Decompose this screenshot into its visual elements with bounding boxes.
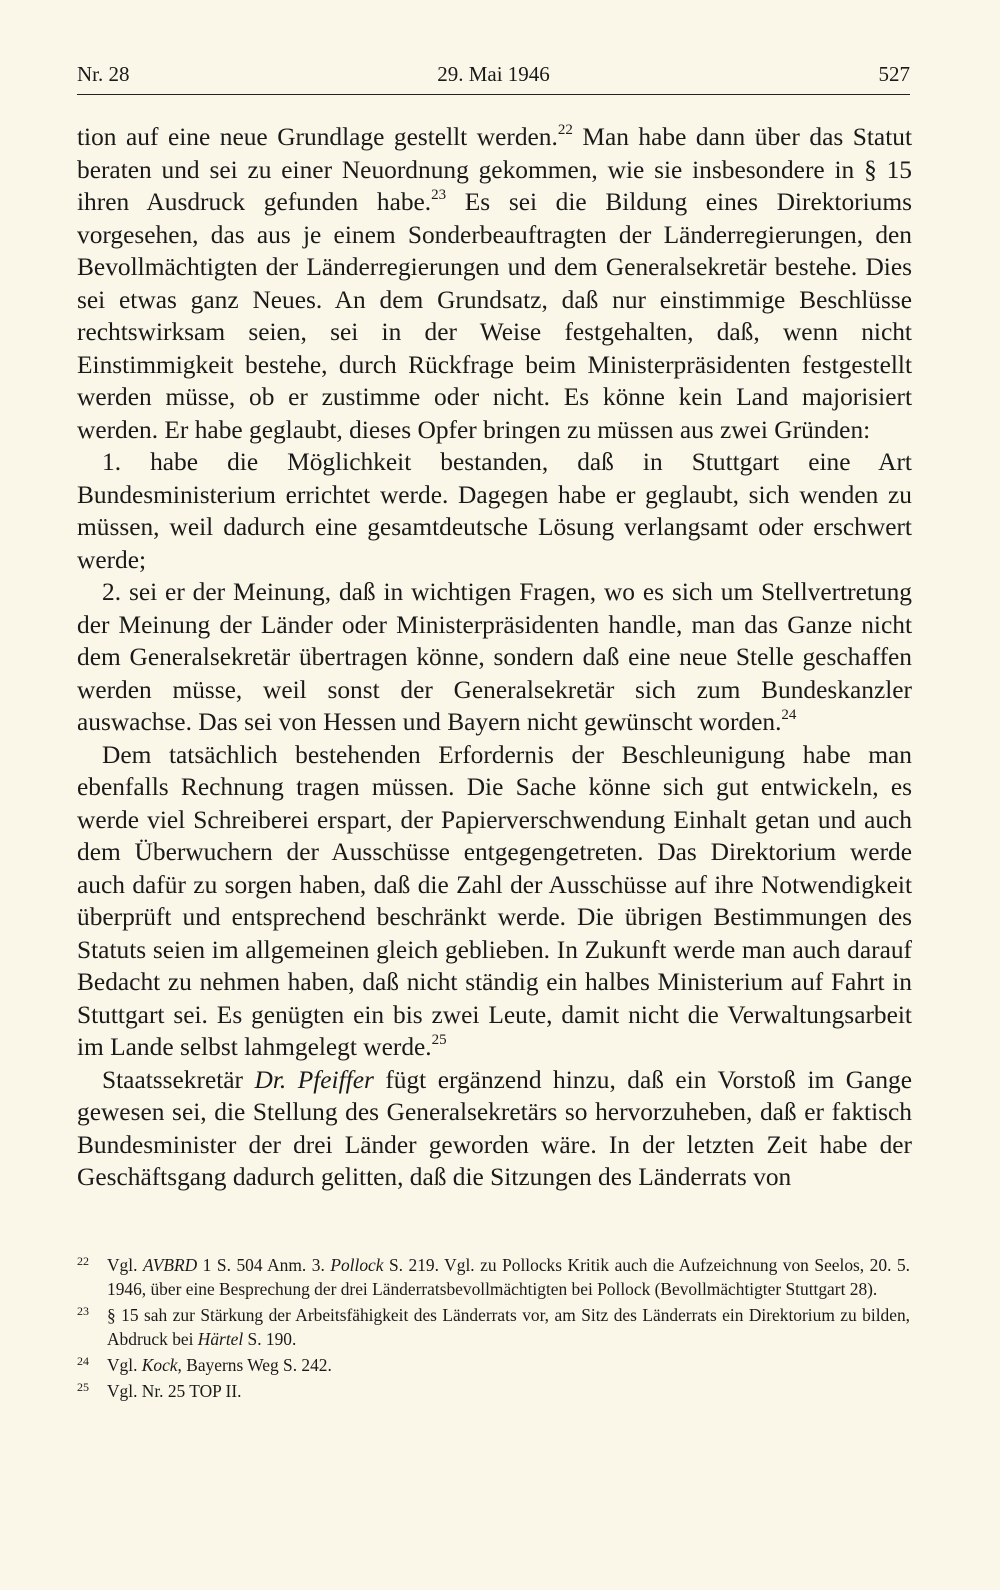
footnote-number: 25: [77, 1380, 89, 1394]
italic-ref: Härtel: [197, 1329, 244, 1349]
text-run: Vgl.: [107, 1255, 143, 1275]
text-run: 1 S. 504 Anm. 3.: [197, 1255, 331, 1275]
person-name: Dr. Pfeiffer: [254, 1065, 374, 1094]
italic-ref: Kock: [141, 1355, 178, 1375]
text-run: Es sei die Bildung eines Direktoriums vorgesehen, das aus je einem Sonderbeauftragten der Länderregierungen, den Bevollmächtigten der Länderregierungen und dem Generalsekretär bestehe. Dies sei etwas ganz Neues. An dem Grundsatz, daß nur einstimmige Beschlüsse rechtswirksam seien, sei in der Weise festgehalten, daß, wenn nicht Einstimmigkeit bestehe, durch Rückfrage beim Ministerpräsidenten festgestellt werden müsse, ob er zustimme oder nicht. Es könne kein Land majorisiert werden. Er habe geglaubt, dieses Opfer bringen zu müssen aus zwei Gründen:: [77, 188, 912, 444]
text-run: Man habe dann über das Statut beraten und sei zu einer Neuordnung gekommen, wie sie insbesondere in § 15 ihren Ausdruck gefunden habe.: [77, 123, 913, 216]
paragraph-3: [77, 1064, 912, 1194]
footnote-22: [77, 1253, 910, 1301]
document-number: Nr. 28: [77, 62, 130, 86]
footnote-number: 23: [77, 1304, 89, 1318]
footnote-ref-22: 22: [557, 122, 573, 138]
footnote-ref-24: 24: [781, 707, 797, 723]
footnote-number: 24: [77, 1354, 89, 1368]
header-rule: [77, 94, 910, 95]
footnotes: [77, 1253, 910, 1405]
text-run: fügt ergänzend hinzu, daß ein Vorstoß im Gange gewesen sei, die Stellung des Generalsekretärs so hervorzuheben, daß er faktisch Bundesminister der drei Länder geworden wäre. In der letzten Zeit habe der Geschäftsgang dadurch gelitten, daß die Sitzungen des Länderrats von: [77, 1065, 912, 1191]
italic-ref: AVBRD: [142, 1255, 198, 1275]
text-run: S. 190.: [243, 1329, 297, 1349]
footnote-ref-25: 25: [431, 1032, 447, 1048]
paragraph-1: [77, 121, 912, 446]
footnote-25: [77, 1379, 910, 1403]
text-run: S. 219. Vgl. zu Pollocks Kritik auch die Aufzeichnung von Seelos, 20. 5. 1946, über eine Besprechung der drei Länderratsbevollmächtigten bei Pollock (Bevollmächtigter Stuttgart 28).: [107, 1255, 910, 1299]
paragraph-2: [77, 739, 912, 1064]
text-run: § 15 sah zur Stärkung der Arbeitsfähigkeit des Länderrats vor, am Sitz des Länderrats ein Direktorium zu bilden, Abdruck bei: [107, 1305, 910, 1349]
text-run: Vgl. Nr. 25 TOP II.: [107, 1381, 242, 1401]
list-item-2: [77, 576, 912, 739]
text-run: Vgl.: [107, 1355, 142, 1375]
footnote-24: [77, 1353, 910, 1377]
footnote-ref-23: 23: [431, 187, 447, 203]
running-header: [77, 62, 910, 90]
text-run: , Bayerns Weg S. 242.: [177, 1355, 332, 1375]
list-item-1: 1. habe die Möglichkeit bestanden, daß in Stuttgart eine Art Bundesministerium errichtet werde. Dagegen habe er geglaubt, sich wenden zu müssen, weil dadurch eine gesamtdeutsche Lösung verlangsamt oder erschwert werde;: [77, 448, 912, 574]
footnote-number: 22: [77, 1254, 89, 1268]
text-run: Dem tatsächlich bestehenden Erfordernis der Beschleunigung habe man ebenfalls Rechnung tragen müssen. Die Sache könne sich gut entwickeln, es werde viel Schreiberei erspart, der Papierverschwendung Einhalt getan und auch dem Überwuchern der Ausschüsse entgegengetreten. Das Direktorium werde auch dafür zu sorgen haben, daß die Zahl der Ausschüsse auf ihre Notwendigkeit überprüft und entsprechend beschränkt werde. Die übrigen Bestimmungen des Statuts seien im allgemeinen gleich geblieben. In Zukunft werde man auch darauf Bedacht zu nehmen haben, daß nicht ständig ein halbes Ministerium auf Fahrt in Stuttgart sei. Es genügten ein bis zwei Leute, damit nicht die Verwaltungsarbeit im Lande selbst lahmgelegt werde.: [77, 740, 912, 1061]
italic-ref: Pollock: [330, 1255, 384, 1275]
text-run: Staatssekretär: [102, 1065, 255, 1094]
header-date: 29. Mai 1946: [437, 62, 550, 86]
text-run: tion auf eine neue Grundlage gestellt werden.: [77, 123, 558, 151]
page-number: 527: [878, 62, 910, 86]
footnote-23: [77, 1303, 910, 1351]
text-run: 2. sei er der Meinung, daß in wichtigen Fragen, wo es sich um Stellvertretung der Meinung der Länder oder Ministerpräsidenten handle, man das Ganze nicht dem Generalsekretär übertragen könne, sondern daß eine neue Stelle geschaffen werden müsse, weil sonst der Generalsekretär sich zum Bundeskanzler auswachse. Das sei von Hessen und Bayern nicht gewünscht worden.: [77, 578, 912, 736]
main-text: [77, 121, 912, 1194]
